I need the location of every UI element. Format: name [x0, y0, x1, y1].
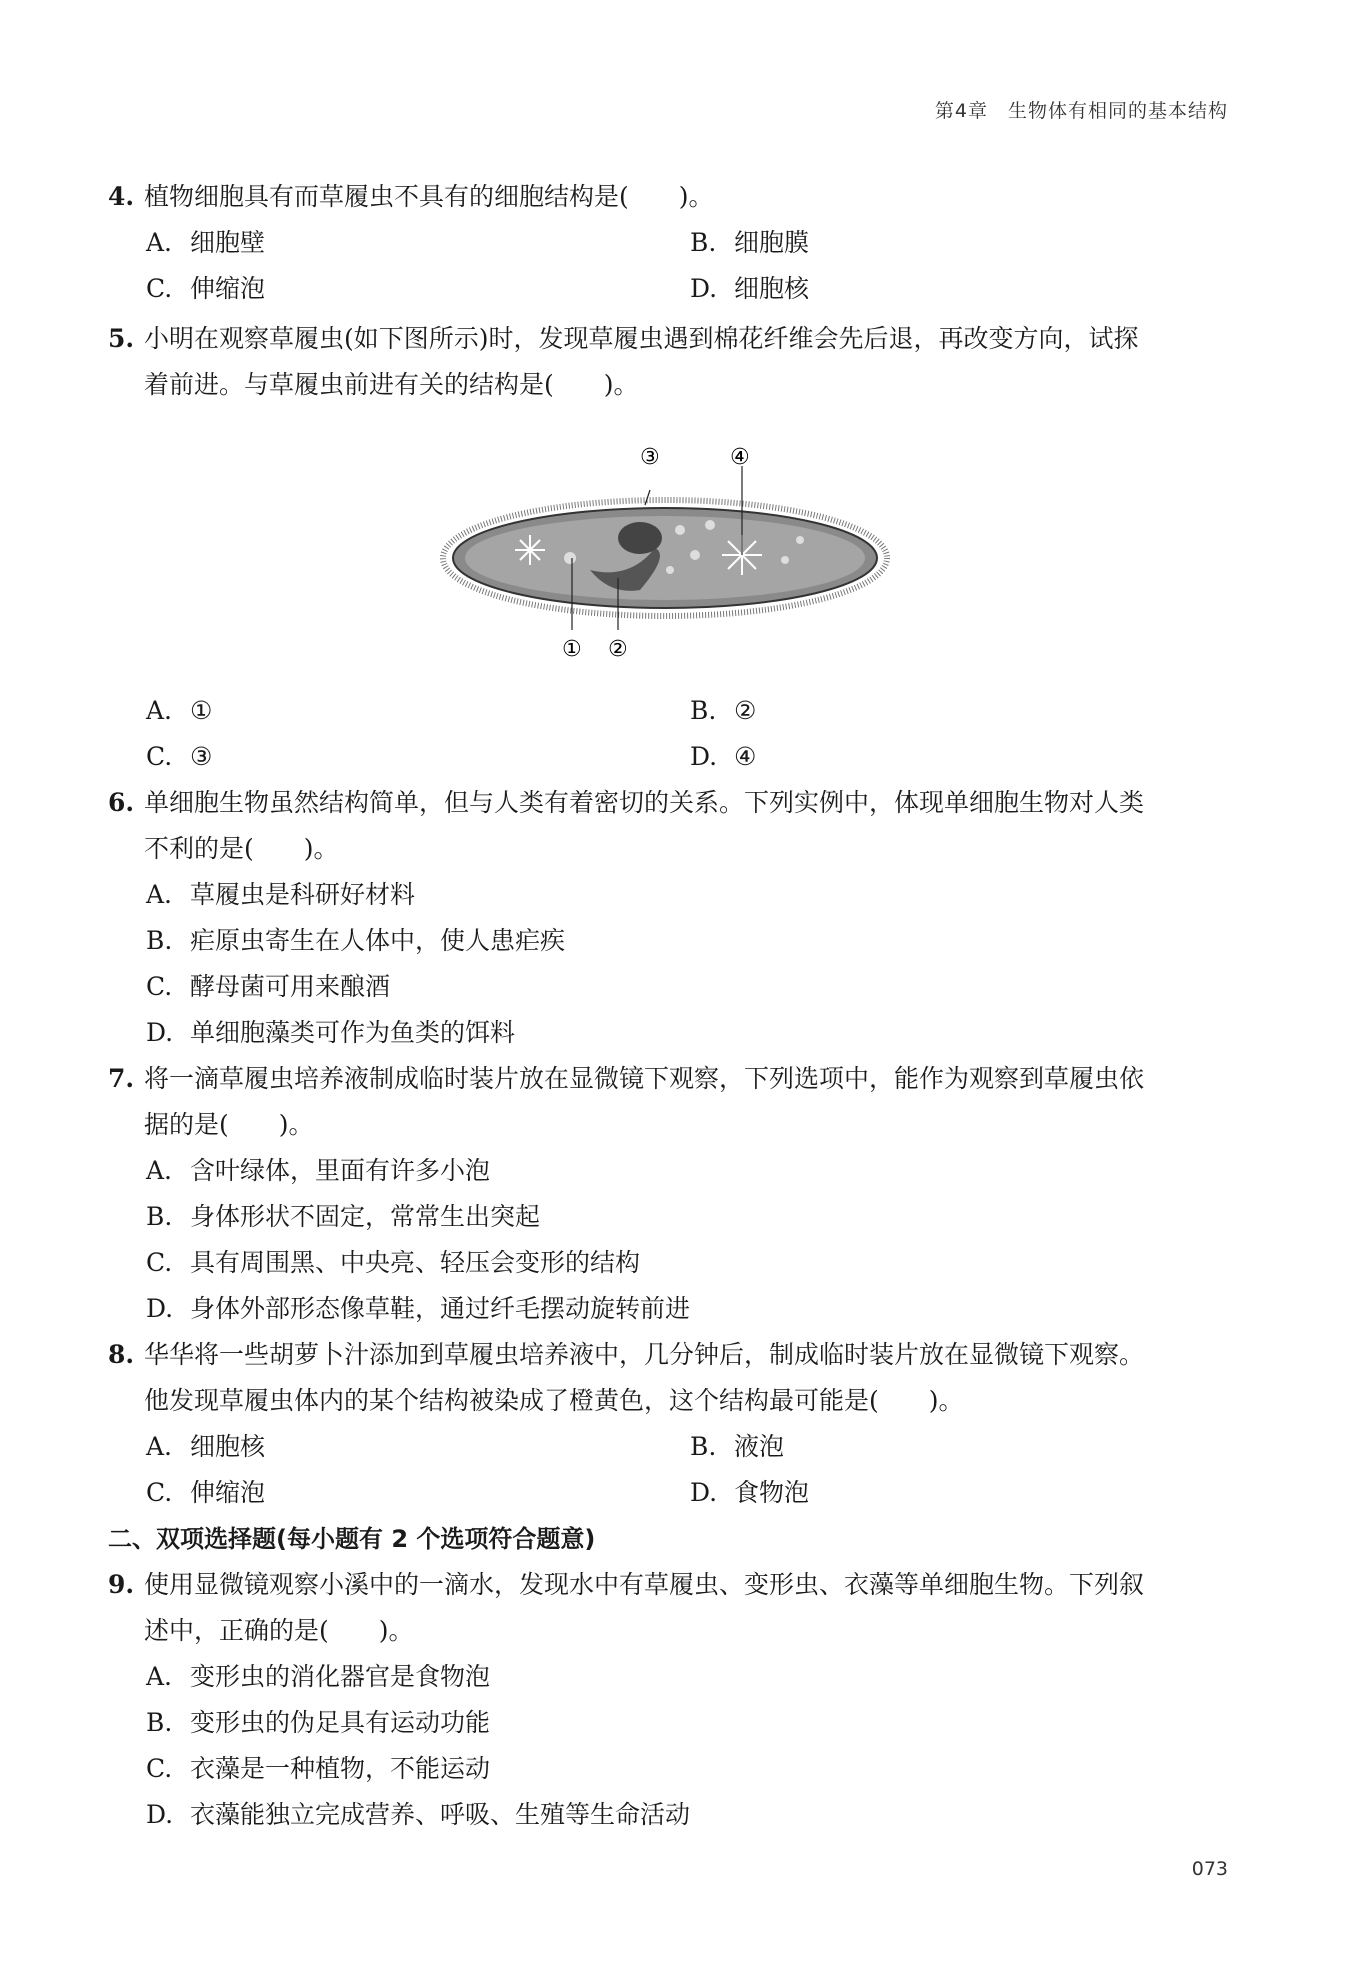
q9-option-d — [146, 1798, 690, 1832]
q5-option-a — [146, 694, 212, 728]
option-label: B. — [690, 1432, 717, 1461]
option-text: ④ — [734, 742, 757, 771]
macronucleus — [618, 522, 662, 554]
question-text: 小明在观察草履虫(如下图所示)时，发现草履虫遇到棉花纤维会先后退，再改变方向，试探 — [144, 324, 1139, 353]
option-label: C. — [146, 1478, 173, 1507]
option-text: 身体形状不固定，常常生出突起 — [190, 1202, 541, 1231]
option-label: B. — [690, 228, 717, 257]
question-number: 5. — [108, 324, 135, 353]
q6-option-d — [146, 1016, 515, 1050]
option-label: C. — [146, 1754, 173, 1783]
option-label: D. — [146, 1294, 174, 1323]
option-text: 草履虫是科研好材料 — [190, 880, 416, 909]
option-label: A. — [146, 228, 173, 257]
chapter-header: 第4章 生物体有相同的基本结构 — [934, 100, 1228, 122]
question-text: 华华将一些胡萝卜汁添加到草履虫培养液中，几分钟后，制成临时装片放在显微镜下观察。 — [144, 1340, 1145, 1369]
option-label: B. — [146, 926, 173, 955]
q4-option-a — [146, 226, 265, 260]
q4-option-d — [690, 272, 809, 306]
question-4-stem — [108, 180, 714, 214]
q6-option-b — [146, 924, 565, 958]
question-text: 单细胞生物虽然结构简单，但与人类有着密切的关系。下列实例中，体现单细胞生物对人类 — [144, 788, 1145, 817]
option-label: C. — [146, 742, 173, 771]
question-number: 6. — [108, 788, 135, 817]
cytoplasm — [465, 516, 865, 600]
option-text: 细胞核 — [734, 274, 810, 303]
option-label: D. — [690, 274, 718, 303]
option-label: B. — [690, 696, 717, 725]
option-text: ② — [734, 696, 757, 725]
q8-option-d — [690, 1476, 809, 1510]
option-label: C. — [146, 1248, 173, 1277]
question-8-stem-2: 他发现草履虫体内的某个结构被染成了橙黄色，这个结构最可能是( )。 — [144, 1386, 964, 1415]
q9-option-a — [146, 1660, 490, 1694]
option-text: 衣藻能独立完成营养、呼吸、生殖等生命活动 — [190, 1800, 691, 1829]
figure-label-4: ④ — [730, 445, 750, 470]
question-8-stem-1 — [108, 1338, 1144, 1372]
question-number: 8. — [108, 1340, 135, 1369]
option-label: A. — [146, 1156, 173, 1185]
option-label: D. — [146, 1800, 174, 1829]
page-number: 073 — [1191, 1858, 1228, 1880]
q6-option-c — [146, 970, 390, 1004]
option-text: 变形虫的消化器官是食物泡 — [190, 1662, 491, 1691]
question-number: 7. — [108, 1064, 135, 1093]
q5-option-d — [690, 740, 756, 774]
option-label: A. — [146, 696, 173, 725]
question-6-stem-2: 不利的是( )。 — [144, 834, 339, 863]
option-text: 伸缩泡 — [190, 1478, 266, 1507]
figure-label-3: ③ — [640, 445, 660, 470]
option-label: B. — [146, 1708, 173, 1737]
question-number: 4. — [108, 182, 135, 211]
question-9-stem-1 — [108, 1568, 1144, 1602]
option-label: D. — [690, 1478, 718, 1507]
option-text: 单细胞藻类可作为鱼类的饵料 — [190, 1018, 516, 1047]
option-label: C. — [146, 972, 173, 1001]
question-7-stem-2: 据的是( )。 — [144, 1110, 314, 1139]
q5-option-b — [690, 694, 756, 728]
q7-option-b — [146, 1200, 540, 1234]
question-text: 使用显微镜观察小溪中的一滴水，发现水中有草履虫、变形虫、衣藻等单细胞生物。下列叙 — [144, 1570, 1145, 1599]
question-text: 将一滴草履虫培养液制成临时装片放在显微镜下观察，下列选项中，能作为观察到草履虫依 — [144, 1064, 1145, 1093]
option-text: 食物泡 — [734, 1478, 810, 1507]
paramecium-figure — [440, 430, 900, 680]
q4-option-b — [690, 226, 809, 260]
question-9-stem-2: 述中，正确的是( )。 — [144, 1616, 414, 1645]
question-7-stem-1 — [108, 1062, 1144, 1096]
section-title: 二、双项选择题(每小题有 2 个选项符合题意) — [108, 1525, 596, 1553]
option-text: 具有周围黑、中央亮、轻压会变形的结构 — [190, 1248, 641, 1277]
option-text: ③ — [190, 742, 213, 771]
q4-option-c — [146, 272, 265, 306]
option-text: 细胞壁 — [190, 228, 266, 257]
question-5-stem-1 — [108, 322, 1139, 356]
question-5-stem-2: 着前进。与草履虫前进有关的结构是( )。 — [144, 370, 639, 399]
option-text: 酵母菌可用来酿酒 — [190, 972, 391, 1001]
q6-option-a — [146, 878, 415, 912]
option-text: 伸缩泡 — [190, 274, 266, 303]
option-label: D. — [146, 1018, 174, 1047]
option-label: A. — [146, 1432, 173, 1461]
option-text: 含叶绿体，里面有许多小泡 — [190, 1156, 491, 1185]
figure-label-1: ① — [562, 637, 582, 662]
q8-option-b — [690, 1430, 784, 1464]
option-label: A. — [146, 1662, 173, 1691]
question-text: 植物细胞具有而草履虫不具有的细胞结构是( )。 — [144, 182, 714, 211]
q9-option-b — [146, 1706, 490, 1740]
q7-option-d — [146, 1292, 690, 1326]
option-text: 细胞膜 — [734, 228, 810, 257]
option-text: 疟原虫寄生在人体中，使人患疟疾 — [190, 926, 566, 955]
option-label: A. — [146, 880, 173, 909]
q7-option-c — [146, 1246, 640, 1280]
option-text: 衣藻是一种植物，不能运动 — [190, 1754, 491, 1783]
figure-label-2: ② — [608, 637, 628, 662]
option-text: 身体外部形态像草鞋，通过纤毛摆动旋转前进 — [190, 1294, 691, 1323]
q8-option-c — [146, 1476, 265, 1510]
q9-option-c — [146, 1752, 490, 1786]
q7-option-a — [146, 1154, 490, 1188]
option-text: 细胞核 — [190, 1432, 266, 1461]
option-text: 变形虫的伪足具有运动功能 — [190, 1708, 491, 1737]
question-number: 9. — [108, 1570, 135, 1599]
option-label: B. — [146, 1202, 173, 1231]
option-label: D. — [690, 742, 718, 771]
option-text: ① — [190, 696, 213, 725]
question-6-stem-1 — [108, 786, 1144, 820]
option-text: 液泡 — [734, 1432, 785, 1461]
option-label: C. — [146, 274, 173, 303]
q5-option-c — [146, 740, 212, 774]
q8-option-a — [146, 1430, 265, 1464]
